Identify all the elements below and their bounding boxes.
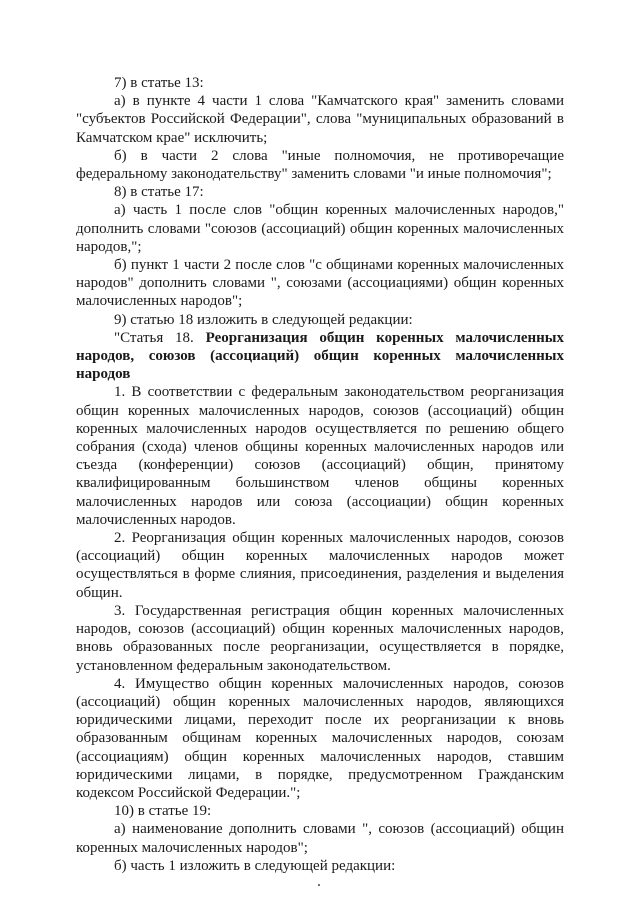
paragraph-18-4: 4. Имущество общин коренных малочисленных народов, союзов (ассоциаций) общин коренных малочисленных народов, являющихся юридическими лицами, переходит после их реорганизации к вновь образованным общинам коренных малочисленных народов, союзам (ассоциациям) общин коренных малочисленных народов, ставшим юридическими лицами, в порядке, предусмотренном Гражданским кодексом Российской Федерации."; [76,675,564,801]
paragraph-13-a: а) в пункте 4 части 1 слова "Камчатского края" заменить словами "субъектов Российской Федерации", слова "муниципальных образований в Камчатском крае" исключить; [76,93,564,146]
paragraph-13-b: б) в части 2 слова "иные полномочия, не противоречащие федеральному законодательству" заменить словами "и иные полномочия"; [76,147,564,183]
paragraph-17-b: б) пункт 1 части 2 после слов "с общинами коренных малочисленных народов" дополнить словами ", союзами (ассоциациями) общин коренных малочисленных народов"; [76,257,564,310]
paragraph-18-3: 3. Государственная регистрация общин коренных малочисленных народов, союзов (ассоциаций) общин коренных малочисленных народов, вновь образованных после реорганизации, осуществляется в порядке, установленном федеральным законодательством. [76,602,564,674]
paragraph-19-a: а) наименование дополнить словами ", союзов (ассоциаций) общин коренных малочисленных народов"; [76,821,564,856]
document-body [76,74,564,875]
paragraph-19-b: б) часть 1 изложить в следующей редакции: [114,857,396,874]
paragraph-18-1: 1. В соответствии с федеральным законодательством реорганизация общин коренных малочисленных народов, союзов (ассоциаций) общин коренных малочисленных народов осуществляется по решению общего собрания (схода) членов общины коренных малочисленных народов или съезда (конференции) союзов (ассоциаций) общин, принятому квалифицированным большинством членов общины коренных малочисленных народов или союза (ассоциации) общин коренных малочисленных народов. [76,384,564,528]
paragraph-article-13: 7) в статье 13: [114,75,204,91]
paragraph-article-18-intro: 9) статью 18 изложить в следующей редакции: [114,311,413,328]
article-18-heading-prefix: "Статья 18. [114,329,206,346]
article-18-heading-title: Реорганизация общин коренных малочисленных народов, союзов (ассоциаций) общин коренных малочисленных народов [76,329,565,383]
paragraph-18-2: 2. Реорганизация общин коренных малочисленных народов, союзов (ассоциаций) общин коренных малочисленных народов может осуществляться в форме слияния, присоединения, разделения и выделения общин. [76,530,564,601]
paragraph-article-19: 10) в статье 19: [114,803,212,820]
paragraph-article-17: 8) в статье 17: [114,184,204,201]
page-mark-dot [318,884,320,886]
article-18-heading [76,329,564,384]
paragraph-17-a: а) часть 1 после слов "общин коренных малочисленных народов," дополнить словами "союзов (ассоциаций) общин коренных малочисленных народов,"; [76,202,564,255]
